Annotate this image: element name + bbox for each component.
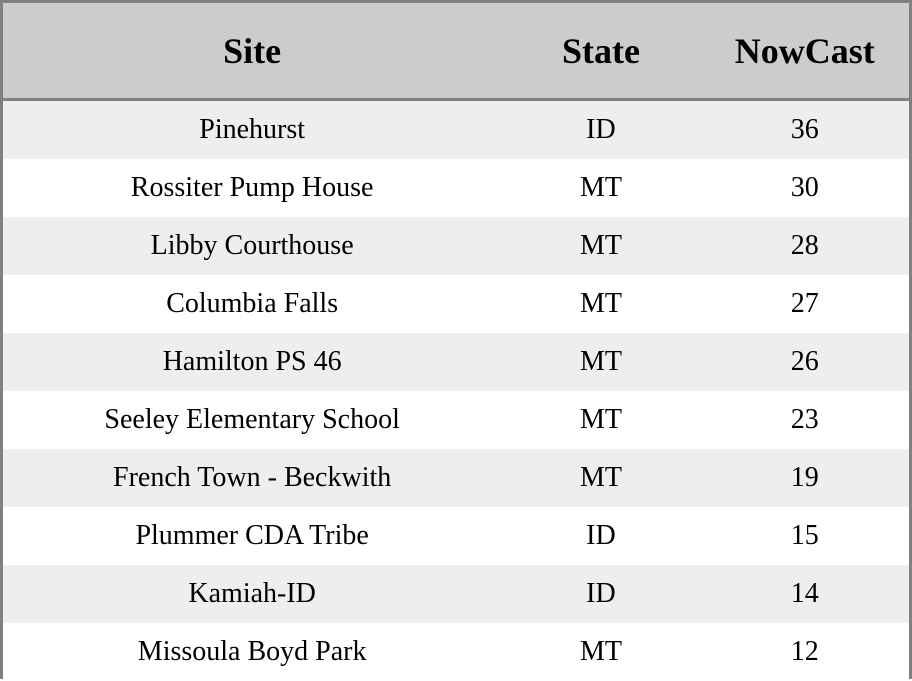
- cell-nowcast: 27: [701, 275, 909, 333]
- cell-nowcast: 28: [701, 217, 909, 275]
- table-row: [3, 391, 909, 449]
- cell-nowcast: 15: [701, 507, 909, 565]
- table-header-row: [3, 3, 909, 100]
- cell-nowcast: 12: [701, 623, 909, 681]
- cell-nowcast: 26: [701, 333, 909, 391]
- cell-state: MT: [501, 623, 700, 681]
- cell-state: MT: [501, 159, 700, 217]
- table-header: [3, 3, 909, 100]
- cell-site: Pinehurst: [3, 100, 501, 160]
- cell-state: ID: [501, 565, 700, 623]
- cell-state: MT: [501, 217, 700, 275]
- cell-site: Libby Courthouse: [3, 217, 501, 275]
- cell-site: French Town - Beckwith: [3, 449, 501, 507]
- cell-nowcast: 30: [701, 159, 909, 217]
- cell-state: ID: [501, 100, 700, 160]
- cell-nowcast: 19: [701, 449, 909, 507]
- cell-nowcast: 36: [701, 100, 909, 160]
- cell-site: Plummer CDA Tribe: [3, 507, 501, 565]
- cell-site: Rossiter Pump House: [3, 159, 501, 217]
- table-row: [3, 100, 909, 160]
- cell-nowcast: 23: [701, 391, 909, 449]
- cell-state: MT: [501, 449, 700, 507]
- table-row: [3, 565, 909, 623]
- cell-state: MT: [501, 275, 700, 333]
- air-quality-table: [3, 3, 909, 681]
- column-header-state: State: [501, 3, 700, 100]
- column-header-nowcast: NowCast: [701, 3, 909, 100]
- cell-state: ID: [501, 507, 700, 565]
- table-row: [3, 623, 909, 681]
- table-row: [3, 507, 909, 565]
- table-body: [3, 100, 909, 681]
- cell-site: Seeley Elementary School: [3, 391, 501, 449]
- table-row: [3, 333, 909, 391]
- table-row: [3, 449, 909, 507]
- table-row: [3, 217, 909, 275]
- column-header-site: Site: [3, 3, 501, 100]
- cell-site: Kamiah-ID: [3, 565, 501, 623]
- cell-site: Missoula Boyd Park: [3, 623, 501, 681]
- cell-state: MT: [501, 333, 700, 391]
- cell-nowcast: 14: [701, 565, 909, 623]
- cell-site: Hamilton PS 46: [3, 333, 501, 391]
- table-row: [3, 275, 909, 333]
- table-row: [3, 159, 909, 217]
- cell-state: MT: [501, 391, 700, 449]
- cell-site: Columbia Falls: [3, 275, 501, 333]
